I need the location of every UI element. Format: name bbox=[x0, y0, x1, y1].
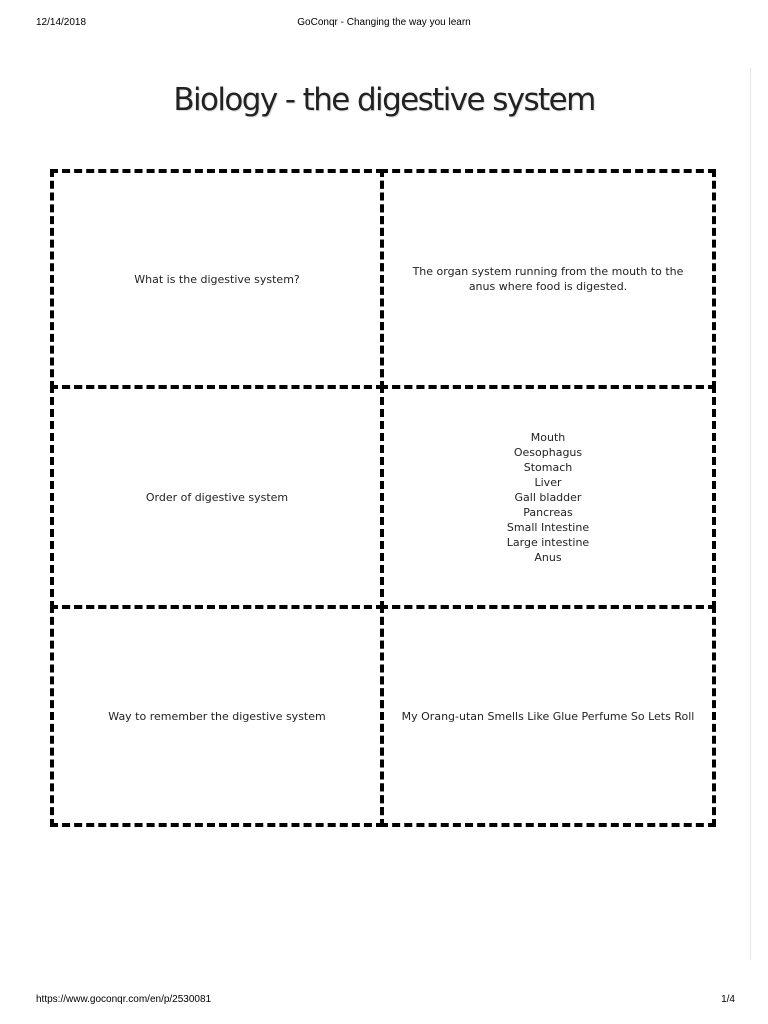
answer-text: My Orang-utan Smells Like Glue Perfume So Lets Roll bbox=[401, 709, 695, 723]
flashcard-question-3 bbox=[50, 605, 384, 827]
flashcard-question-2 bbox=[50, 385, 384, 609]
answer-list bbox=[507, 430, 589, 565]
answer-list-item: Oesophagus bbox=[513, 445, 583, 459]
flashcard-answer-1 bbox=[380, 169, 716, 389]
answer-list-item: Mouth bbox=[530, 430, 566, 444]
page-number: 1/4 bbox=[721, 994, 735, 1005]
answer-list-item: Small Intestine bbox=[506, 520, 590, 534]
answer-list-item: Large intestine bbox=[506, 535, 590, 549]
print-site-title: GoConqr - Changing the way you learn bbox=[297, 17, 471, 28]
answer-list-item: Pancreas bbox=[523, 505, 573, 519]
print-header bbox=[0, 17, 768, 31]
flashcard-answer-2 bbox=[380, 385, 716, 609]
print-footer bbox=[0, 994, 768, 1008]
answer-list-item: Anus bbox=[534, 550, 562, 564]
answer-list-item: Liver bbox=[534, 475, 562, 489]
answer-text: The organ system running from the mouth to the anus where food is digested. bbox=[412, 265, 684, 293]
question-text: Way to remember the digestive system bbox=[108, 709, 326, 723]
answer-list-item: Gall bladder bbox=[514, 490, 582, 504]
answer-list-item: Stomach bbox=[523, 460, 573, 474]
page-title: Biology - the digestive system bbox=[173, 82, 595, 118]
print-url: https://www.goconqr.com/en/p/2530081 bbox=[36, 994, 212, 1005]
flashcard-question-1 bbox=[50, 169, 384, 389]
flashcard-grid bbox=[50, 169, 716, 827]
question-text: What is the digestive system? bbox=[134, 272, 300, 286]
print-date: 12/14/2018 bbox=[36, 17, 87, 28]
page-edge-rule bbox=[750, 68, 751, 960]
flashcard-answer-3 bbox=[380, 605, 716, 827]
question-text: Order of digestive system bbox=[145, 490, 289, 504]
